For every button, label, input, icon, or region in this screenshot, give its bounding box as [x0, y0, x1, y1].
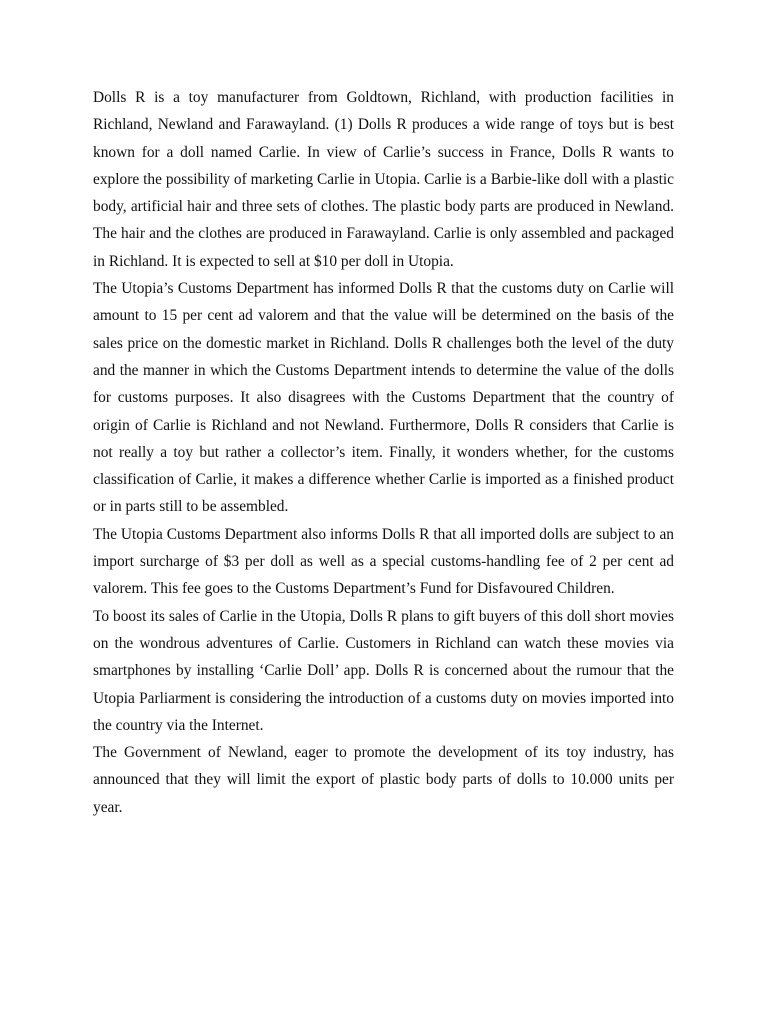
document-body [93, 84, 674, 821]
paragraph-movies: To boost its sales of Carlie in the Utopia, Dolls R plans to gift buyers of this doll short movies on the wondrous adventures of Carlie. Customers in Richland can watch these movies via smartphones by installing ‘Carlie Doll’ app. Dolls R is concerned about the rumour that the Utopia Parliarment is considering the introduction of a customs duty on movies imported into the country via the Internet. [93, 607, 674, 734]
paragraph-import-surcharge: The Utopia Customs Department also informs Dolls R that all imported dolls are subject to an import surcharge of $3 per doll as well as a special customs-handling fee of 2 per cent ad valorem. This fee goes to the Customs Department’s Fund for Disfavoured Children. [93, 525, 674, 598]
paragraph-dolls-r-intro: Dolls R is a toy manufacturer from Goldtown, Richland, with production facilities in Richland, Newland and Farawayland. (1) Dolls R produces a wide range of toys but is best known for a doll named Carlie. In view of Carlie’s success in France, Dolls R wants to explore the possibility of marketing Carlie in Utopia. Carlie is a Barbie-like doll with a plastic body, artificial hair and three sets of clothes. The plastic body parts are produced in Newland. The hair and the clothes are produced in Farawayland. Carlie is only assembled and packaged in Richland. It is expected to sell at $10 per doll in Utopia. [93, 89, 674, 270]
paragraph-customs-duty: The Utopia’s Customs Department has informed Dolls R that the customs duty on Carlie will amount to 15 per cent ad valorem and that the value will be determined on the basis of the sales price on the domestic market in Richland. Dolls R challenges both the level of the duty and the manner in which the Customs Department intends to determine the value of the dolls for customs purposes. It also disagrees with the Customs Department that the country of origin of Carlie is Richland and not Newland. Furthermore, Dolls R considers that Carlie is not really a toy but rather a collector’s item. Finally, it wonders whether, for the customs classification of Carlie, it makes a difference whether Carlie is imported as a finished product or in parts still to be assembled. [93, 280, 674, 516]
paragraph-export-limit: The Government of Newland, eager to promote the development of its toy industry, has announced that they will limit the export of plastic body parts of dolls to 10.000 units per year. [93, 744, 674, 816]
